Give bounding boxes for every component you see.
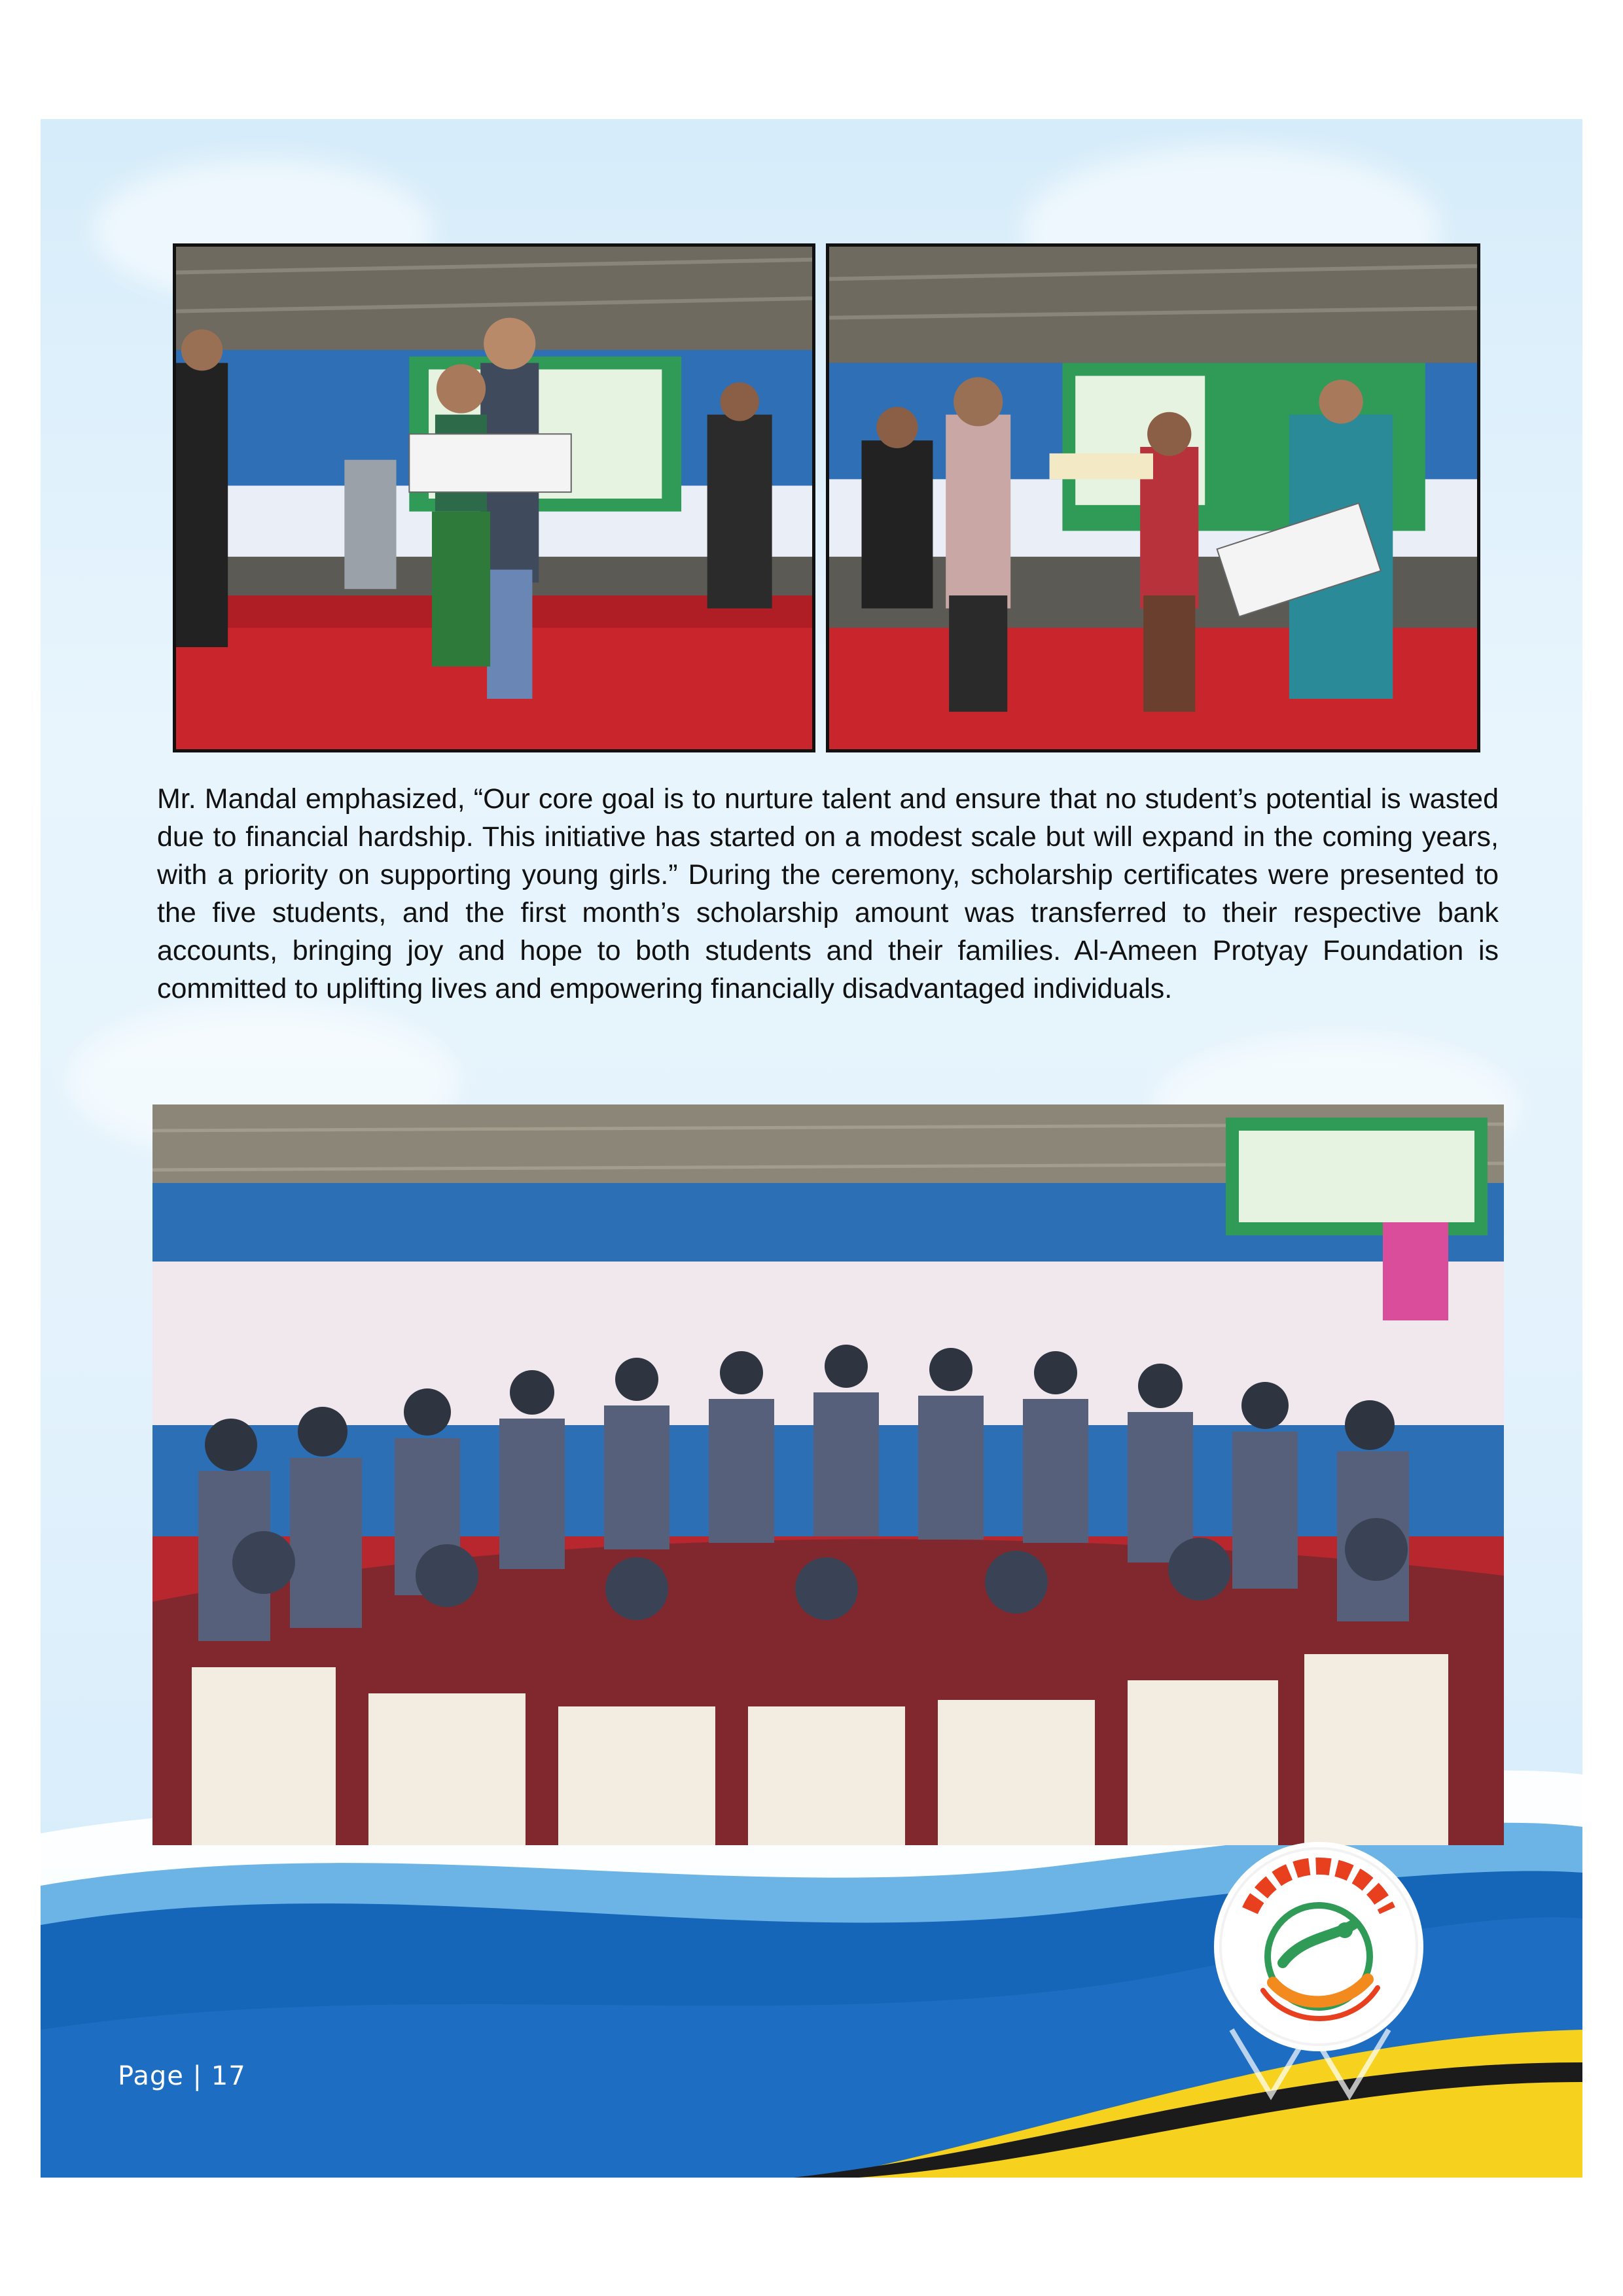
page-number: Page | 17 <box>118 2061 246 2091</box>
foundation-logo <box>1211 1839 1427 2055</box>
body-paragraph: Mr. Mandal emphasized, “Our core goal is to nurture talent and ensure that no student’s potential is wasted due to financial hardship. This initiative has started on a modest scale but will expand in the coming years, with a priority on supporting young girls.” During the ceremony, scholarship certificates were presented to the five students, and the first month’s scholarship amount was transferred to their respective bank accounts, bringing joy and hope to both students and their families. Al-Ameen Protyay Foundation is committed to uplifting lives and empowering financially disadvantaged individuals. <box>157 783 1499 1004</box>
photo-certificate-presentation-right <box>826 243 1480 752</box>
photo-certificate-presentation-left <box>173 243 815 752</box>
photo-group-meeting <box>152 1104 1504 1845</box>
